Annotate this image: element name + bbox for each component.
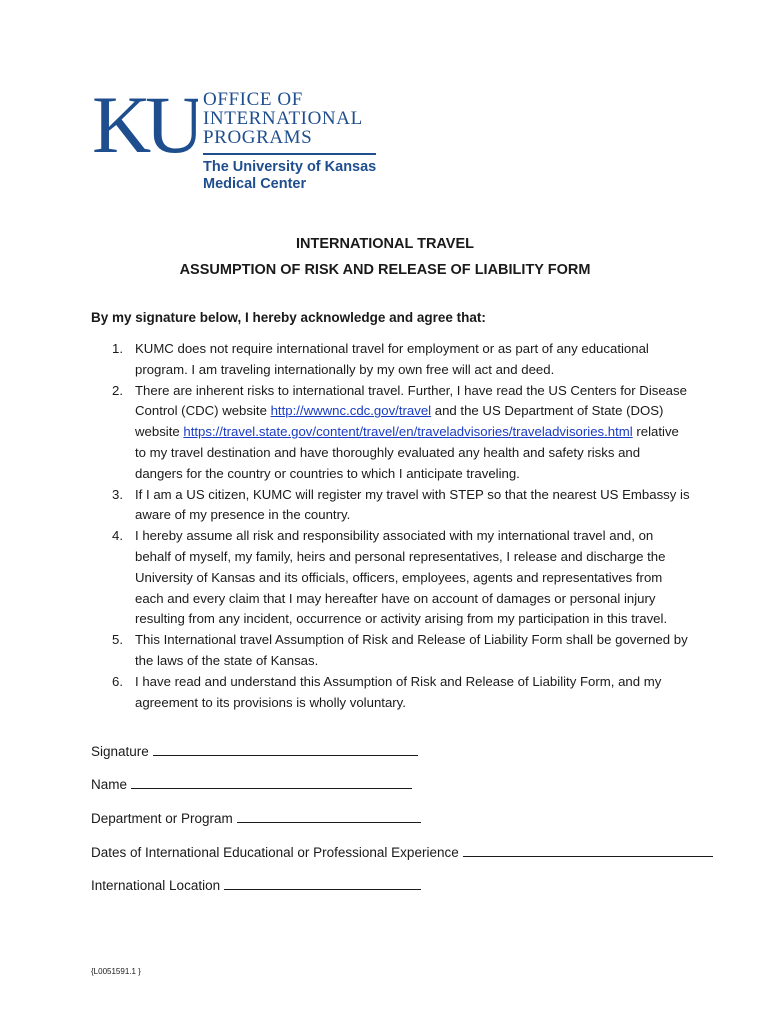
ku-logo-mark <box>92 88 198 160</box>
form-title-line2: ASSUMPTION OF RISK AND RELEASE OF LIABILITY FORM <box>179 262 591 278</box>
list-item <box>90 630 690 672</box>
location-input-line[interactable] <box>224 875 421 890</box>
list-item <box>90 339 690 381</box>
cdc-link[interactable]: http://wwwnc.cdc.gov/travel <box>270 403 432 419</box>
logo-international: INTERNATIONAL <box>203 108 363 129</box>
department-input-line[interactable] <box>237 808 421 823</box>
item-text: If I am a US citizen, KUMC will register my travel with STEP so that the nearest US Embassy is aware of my presence in the country. <box>135 486 690 523</box>
item-number: 1. <box>112 341 123 356</box>
logo-programs: PROGRAMS <box>203 127 313 148</box>
ku-logo-letters: KU <box>92 88 198 160</box>
acknowledgement-list <box>90 339 690 713</box>
item-number: 3. <box>112 486 123 502</box>
list-item <box>90 485 690 527</box>
state-dept-link[interactable]: https://travel.state.gov/content/travel/en/traveladvisories/traveladvisories.html <box>183 424 633 440</box>
name-input-line[interactable] <box>131 774 412 789</box>
item-text: There are inherent risks to international travel. Further, I have read the US Centers for Disease Control (CDC) website <box>135 382 687 419</box>
item-text: relative to my travel destination and have thoroughly evaluated any health and safety risks and dangers for the country or countries to which I anticipate traveling. <box>135 424 679 481</box>
intro-statement: By my signature below, I hereby acknowledge and agree that: <box>91 310 486 325</box>
department-field <box>91 808 421 826</box>
list-item <box>90 672 690 714</box>
signature-label: Signature <box>91 744 149 759</box>
form-title-line1: INTERNATIONAL TRAVEL <box>295 236 475 252</box>
item-text: I have read and understand this Assumption of Risk and Release of Liability Form, and my agreement to its provisions is wholly voluntary. <box>135 673 662 710</box>
item-number: 4. <box>112 528 123 544</box>
list-item <box>90 526 690 630</box>
item-text: This International travel Assumption of Risk and Release of Liability Form shall be governed by the laws of the state of Kansas. <box>135 632 688 668</box>
logo-medical-center: Medical Center <box>203 176 307 192</box>
department-label: Department or Program <box>91 811 233 826</box>
item-text: and the US Department of State (DOS) website <box>135 403 664 440</box>
item-number: 6. <box>112 673 123 689</box>
logo-text-block <box>203 90 376 193</box>
item-number: 2. <box>112 382 123 398</box>
item-text: KUMC does not require international travel for employment or as part of any educational program. I am traveling internationally by my own free will act and deed. <box>135 341 649 377</box>
signature-field <box>91 741 418 759</box>
name-field <box>91 774 412 792</box>
dates-label: Dates of International Educational or Professional Experience <box>91 845 459 860</box>
dates-field <box>91 842 713 860</box>
document-id-footer: {L0051591.1 } <box>91 967 141 976</box>
location-label: International Location <box>91 878 221 893</box>
logo-divider <box>203 153 376 155</box>
location-field <box>91 875 421 893</box>
logo-university: The University of Kansas <box>203 159 377 175</box>
item-number: 5. <box>112 632 123 648</box>
item-text: I hereby assume all risk and responsibility associated with my international travel and, on behalf of myself, my family, heirs and personal representatives, I release and discharge the University of Kansas and its officials, officers, employees, agents and representatives from each and every claim that I may hereafter have on account of damages or personal injury resulting from any incident, occurrence or activity arising from my participation in this travel. <box>135 528 668 627</box>
dates-input-line[interactable] <box>463 842 713 857</box>
name-label: Name <box>91 777 128 792</box>
logo-office-of: OFFICE OF <box>203 89 303 110</box>
list-item <box>90 381 690 485</box>
ku-logo <box>92 88 382 192</box>
signature-input-line[interactable] <box>153 741 418 756</box>
